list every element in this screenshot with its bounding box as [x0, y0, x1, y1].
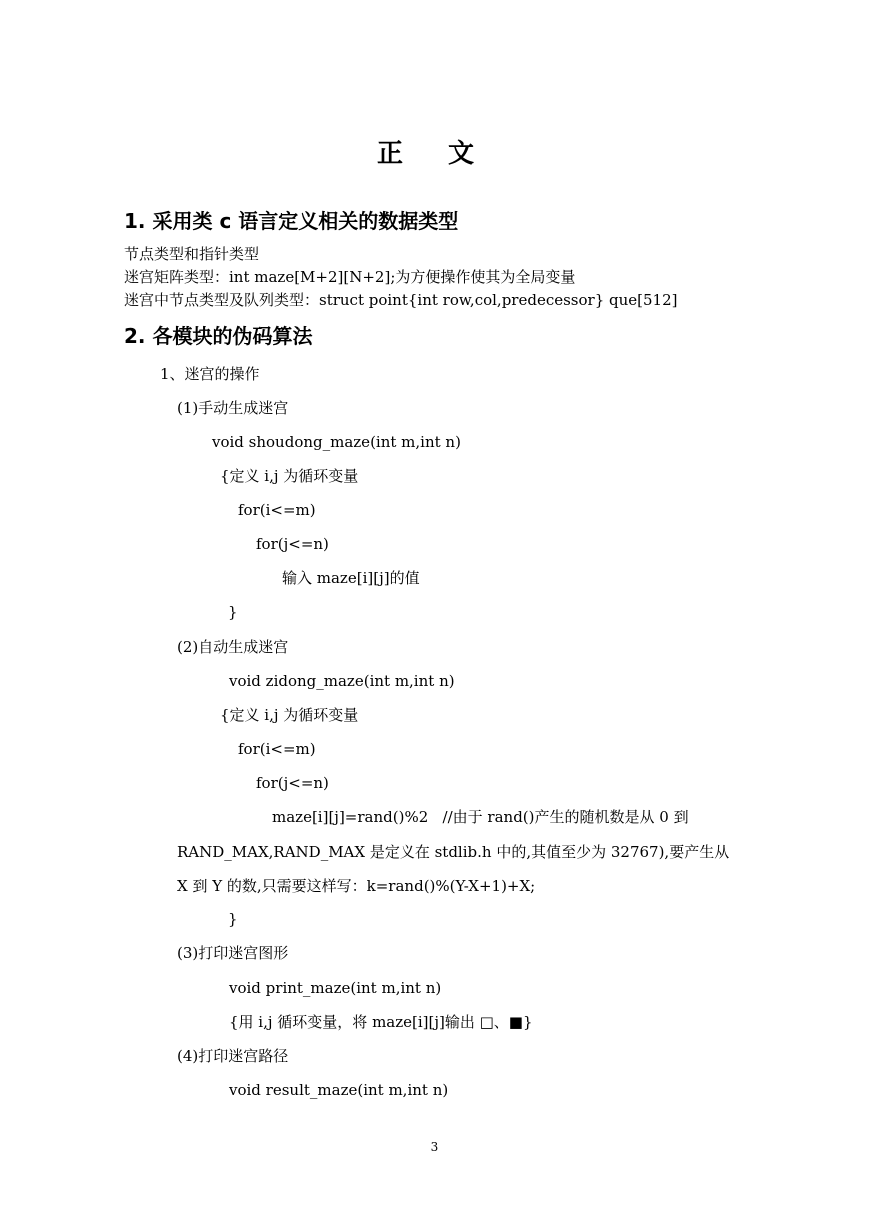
auto-maze-line-4: maze[i][j]=rand()%2 //由于 rand()产生的随机数是从 0 到 [272, 808, 689, 826]
result-maze-signature: void result_maze(int m,int n) [229, 1081, 449, 1099]
result-maze-label: (4)打印迷宫路径 [177, 1047, 289, 1065]
auto-maze-line-2: for(i<=m) [238, 740, 316, 758]
manual-maze-line-1: {定义 i,j 为循环变量 [220, 467, 359, 485]
auto-maze-line-7: } [228, 910, 238, 928]
section-2-heading: 2. 各模块的伪码算法 [124, 324, 313, 348]
print-maze-label: (3)打印迷宫图形 [177, 944, 289, 962]
manual-maze-line-3: for(j<=n) [256, 535, 329, 553]
subsection-maze-ops: 1、迷宫的操作 [160, 365, 260, 383]
section-1-line-1: 节点类型和指针类型 [124, 245, 260, 263]
auto-maze-label: (2)自动生成迷宫 [177, 638, 289, 656]
page-title: 正 文 [376, 139, 493, 169]
manual-maze-line-5: } [228, 603, 238, 621]
manual-maze-line-2: for(i<=m) [238, 501, 316, 519]
section-1-heading: 1. 采用类 c 语言定义相关的数据类型 [124, 209, 459, 233]
auto-maze-line-3: for(j<=n) [256, 774, 329, 792]
page-number: 3 [430, 1140, 439, 1154]
manual-maze-signature: void shoudong_maze(int m,int n) [212, 433, 461, 451]
auto-maze-line-5: RAND_MAX,RAND_MAX 是定义在 stdlib.h 中的,其值至少为 32767),要产生从 [177, 843, 730, 861]
manual-maze-label: (1)手动生成迷宫 [177, 399, 289, 417]
print-maze-line-1: {用 i,j 循环变量，将 maze[i][j]输出 □、■} [229, 1013, 533, 1031]
section-1-line-3: 迷宫中节点类型及队列类型：struct point{int row,col,predecessor} que[512] [124, 291, 678, 309]
auto-maze-line-6: X 到 Y 的数,只需要这样写：k=rand()%(Y-X+1)+X; [177, 877, 536, 895]
manual-maze-line-4: 输入 maze[i][j]的值 [282, 569, 420, 587]
section-1-line-2: 迷宫矩阵类型：int maze[M+2][N+2];为方便操作使其为全局变量 [124, 268, 576, 286]
print-maze-signature: void print_maze(int m,int n) [229, 979, 442, 997]
auto-maze-line-1: {定义 i,j 为循环变量 [220, 706, 359, 724]
auto-maze-signature: void zidong_maze(int m,int n) [229, 672, 455, 690]
